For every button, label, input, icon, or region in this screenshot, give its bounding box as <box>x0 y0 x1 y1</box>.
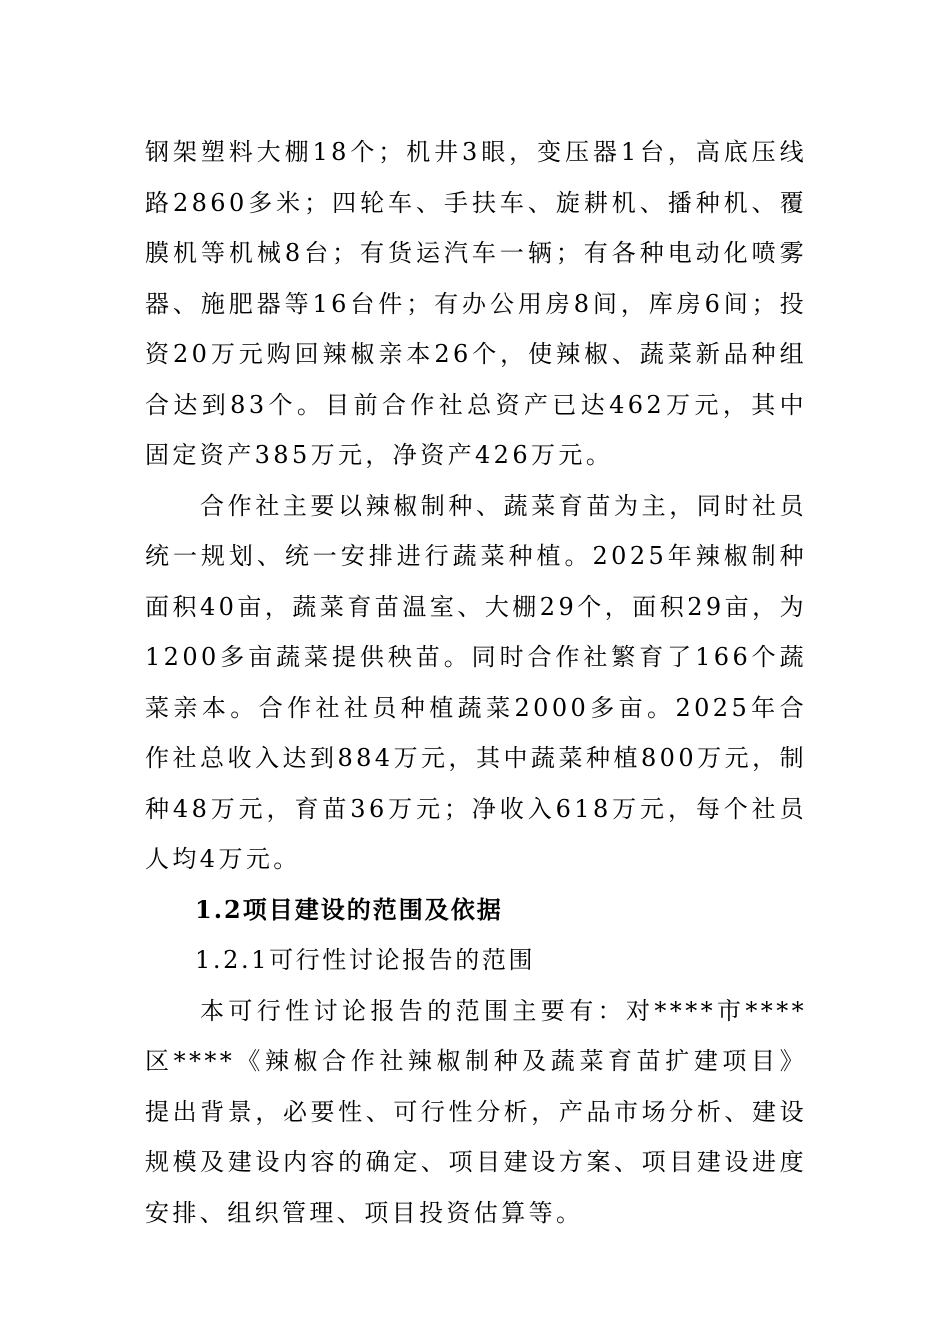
paragraph-assets: 钢架塑料大棚18个；机井3眼，变压器1台，高底压线路2860多米；四轮车、手扶车、旋耕机、播种机、覆膜机等机械8台；有货运汽车一辆；有各种电动化喷雾器、施肥器等16台件；有办公用房8间，库房6间；投资20万元购回辣椒亲本26个，使辣椒、蔬菜新品种组合达到83个。目前合作社总资产已达462万元，其中固定资产385万元，净资产426万元。 <box>145 138 807 469</box>
subsection-heading: 1.2.1可行性讨论报告的范围 <box>195 946 536 974</box>
document-body <box>145 127 807 1238</box>
paragraph-operations: 合作社主要以辣椒制种、蔬菜育苗为主，同时社员统一规划、统一安排进行蔬菜种植。2025年辣椒制种面积40亩，蔬菜育苗温室、大棚29个，面积29亩，为1200多亩蔬菜提供秧苗。同时合作社繁育了166个蔬菜亲本。合作社社员种植蔬菜2000多亩。2025年合作社总收入达到884万元，其中蔬菜种植800万元，制种48万元，育苗36万元；净收入618万元，每个社员人均4万元。 <box>145 491 807 873</box>
section-heading: 1.2项目建设的范围及依据 <box>195 894 503 924</box>
paragraph-scope: 本可行性讨论报告的范围主要有：对****市****区****《辣椒合作社辣椒制种及蔬菜育苗扩建项目》提出背景，必要性、可行性分析，产品市场分析、建设规模及建设内容的确定、项目建设方案、项目建设进度安排、组织管理、项目投资估算等。 <box>145 996 807 1227</box>
